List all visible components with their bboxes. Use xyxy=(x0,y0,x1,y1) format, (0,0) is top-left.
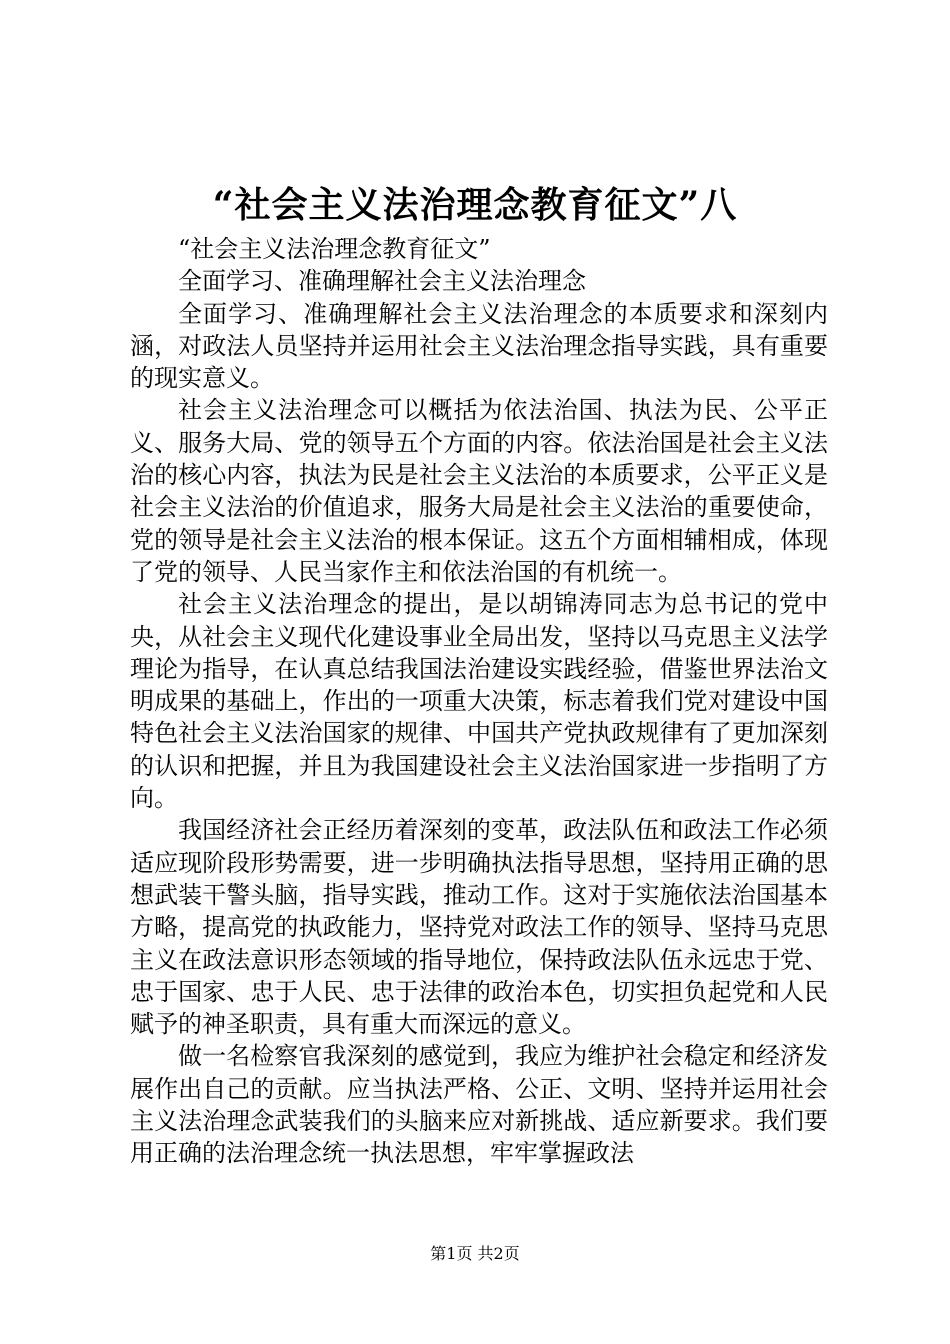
document-title: “社会主义法治理念教育征文”八 xyxy=(212,184,738,226)
paragraph: 做一名检察官我深刻的感觉到，我应为维护社会稳定和经济发展作出自己的贡献。应当执法严格、公正、文明、坚持并运用社会主义法治理念武装我们的头脑来应对新挑战、适应新要求。我们要用正确的法治理念统一执法思想，牢牢掌握政法 xyxy=(130,1042,828,1168)
paragraph: 我国经济社会正经历着深刻的变革，政法队伍和政法工作必须适应现阶段形势需要，进一步明确执法指导思想，坚持用正确的思想武装干警头脑，指导实践，推动工作。这对于实施依法治国基本方略，提高党的执政能力，坚持党对政法工作的领导、坚持马克思主义在政法意识形态领域的指导地位，保持政法队伍永远忠于党、忠于国家、忠于人民、忠于法律的政治本色，切实担负起党和人民赋予的神圣职责，具有重大而深远的意义。 xyxy=(130,816,828,1039)
paragraph-heading: 全面学习、准确理解社会主义法治理念 xyxy=(178,267,586,296)
paragraph: 全面学习、准确理解社会主义法治理念的本质要求和深刻内涵，对政法人员坚持并运用社会主义法治理念指导实践，具有重要的现实意义。 xyxy=(130,299,828,393)
paragraph-subtitle: “社会主义法治理念教育征文” xyxy=(178,235,491,263)
page-footer: 第1页 共2页 xyxy=(430,1244,520,1263)
paragraph: 社会主义法治理念可以概括为依法治国、执法为民、公平正义、服务大局、党的领导五个方面的内容。依法治国是社会主义法治的核心内容，执法为民是社会主义法治的本质要求，公平正义是社会主义法治的价值追求，服务大局是社会主义法治的重要使命，党的领导是社会主义法治的根本保证。这五个方面相辅相成，体现了党的领导、人民当家作主和依法治国的有机统一。 xyxy=(130,396,828,586)
document-body xyxy=(130,233,828,1170)
paragraph: 社会主义法治理念的提出，是以胡锦涛同志为总书记的党中央，从社会主义现代化建设事业全局出发，坚持以马克思主义法学理论为指导，在认真总结我国法治建设实践经验，借鉴世界法治文明成果的基础上，作出的一项重大决策，标志着我们党对建设中国特色社会主义法治国家的规律、中国共产党执政规律有了更加深刻的认识和把握，并且为我国建设社会主义法治国家进一步指明了方向。 xyxy=(130,590,828,813)
